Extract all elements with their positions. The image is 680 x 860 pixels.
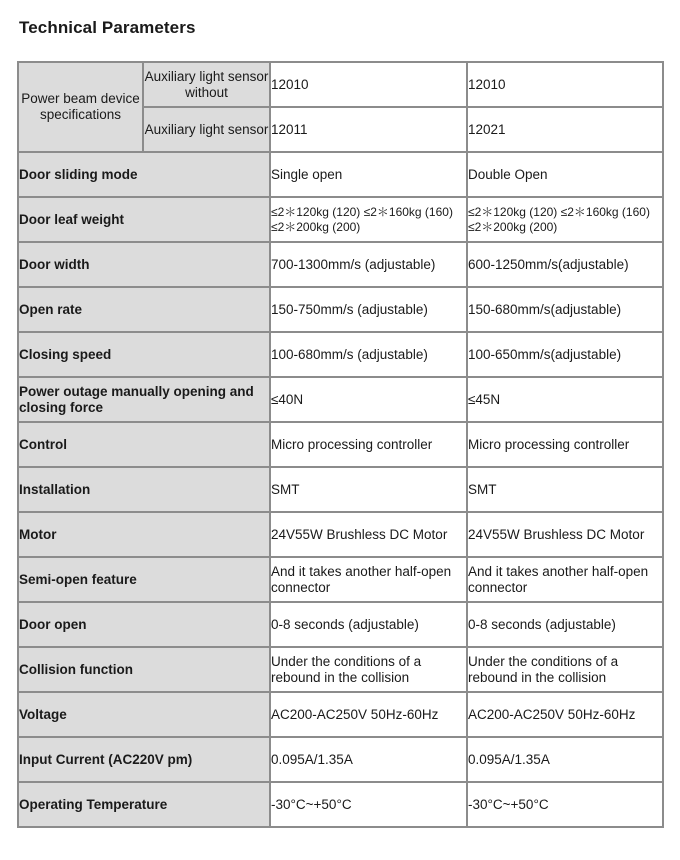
table-row [18, 512, 663, 557]
param-value-single: -30°C~+50°C [270, 782, 467, 827]
param-value-single: 0-8 seconds (adjustable) [270, 602, 467, 647]
param-label: Power outage manually opening and closing force [18, 377, 270, 422]
param-value-single: ≤2＊120kg (120) ≤2＊160kg (160) ≤2＊200kg (200) [270, 197, 467, 242]
param-value-double: And it takes another half-open connector [467, 557, 663, 602]
param-value-single: ≤40N [270, 377, 467, 422]
table-row [18, 692, 663, 737]
param-value-single: And it takes another half-open connector [270, 557, 467, 602]
table-row [18, 377, 663, 422]
table-row [18, 197, 663, 242]
param-value-single: Micro processing controller [270, 422, 467, 467]
param-label: Input Current (AC220V pm) [18, 737, 270, 782]
param-label: Installation [18, 467, 270, 512]
spec-value-double: 12010 [467, 62, 663, 107]
spec-value-single: 12010 [270, 62, 467, 107]
param-value-single: Single open [270, 152, 467, 197]
table-row [18, 782, 663, 827]
table-row [18, 602, 663, 647]
param-label: Operating Temperature [18, 782, 270, 827]
param-value-double: 0-8 seconds (adjustable) [467, 602, 663, 647]
param-label: Door open [18, 602, 270, 647]
technical-parameters-table [17, 61, 664, 828]
specs-label: Power beam device specifications [18, 62, 143, 152]
param-value-single: AC200-AC250V 50Hz-60Hz [270, 692, 467, 737]
param-label: Voltage [18, 692, 270, 737]
param-value-double: Double Open [467, 152, 663, 197]
param-label: Open rate [18, 287, 270, 332]
param-value-double: AC200-AC250V 50Hz-60Hz [467, 692, 663, 737]
param-value-single: 100-680mm/s (adjustable) [270, 332, 467, 377]
param-value-double: Micro processing controller [467, 422, 663, 467]
param-value-double: 0.095A/1.35A [467, 737, 663, 782]
param-value-double: -30°C~+50°C [467, 782, 663, 827]
param-label: Motor [18, 512, 270, 557]
table-row [18, 242, 663, 287]
table-row [18, 647, 663, 692]
param-value-double: ≤2＊120kg (120) ≤2＊160kg (160) ≤2＊200kg (200) [467, 197, 663, 242]
param-value-double: Under the conditions of a rebound in the collision [467, 647, 663, 692]
param-label: Door width [18, 242, 270, 287]
table-row [18, 557, 663, 602]
param-value-single: 150-750mm/s (adjustable) [270, 287, 467, 332]
param-value-single: SMT [270, 467, 467, 512]
page-title: Technical Parameters [19, 18, 196, 37]
param-value-double: 24V55W Brushless DC Motor [467, 512, 663, 557]
param-value-double: 100-650mm/s(adjustable) [467, 332, 663, 377]
param-value-single: 24V55W Brushless DC Motor [270, 512, 467, 557]
param-value-double: 150-680mm/s(adjustable) [467, 287, 663, 332]
table-row [18, 422, 663, 467]
param-value-single: 0.095A/1.35A [270, 737, 467, 782]
param-label: Control [18, 422, 270, 467]
param-label: Semi-open feature [18, 557, 270, 602]
param-label: Closing speed [18, 332, 270, 377]
spec-sub-label: Auxiliary light sensor without [143, 62, 270, 107]
param-value-single: Under the conditions of a rebound in the collision [270, 647, 467, 692]
spec-row-without-sensor [18, 62, 663, 107]
spec-sub-label: Auxiliary light sensor [143, 107, 270, 152]
table-row [18, 467, 663, 512]
param-value-double: ≤45N [467, 377, 663, 422]
table-row [18, 332, 663, 377]
table-row [18, 737, 663, 782]
table-row [18, 287, 663, 332]
param-label: Collision function [18, 647, 270, 692]
spec-value-single: 12011 [270, 107, 467, 152]
table-row [18, 152, 663, 197]
param-label: Door leaf weight [18, 197, 270, 242]
param-label: Door sliding mode [18, 152, 270, 197]
param-value-single: 700-1300mm/s (adjustable) [270, 242, 467, 287]
spec-value-double: 12021 [467, 107, 663, 152]
param-value-double: 600-1250mm/s(adjustable) [467, 242, 663, 287]
param-value-double: SMT [467, 467, 663, 512]
